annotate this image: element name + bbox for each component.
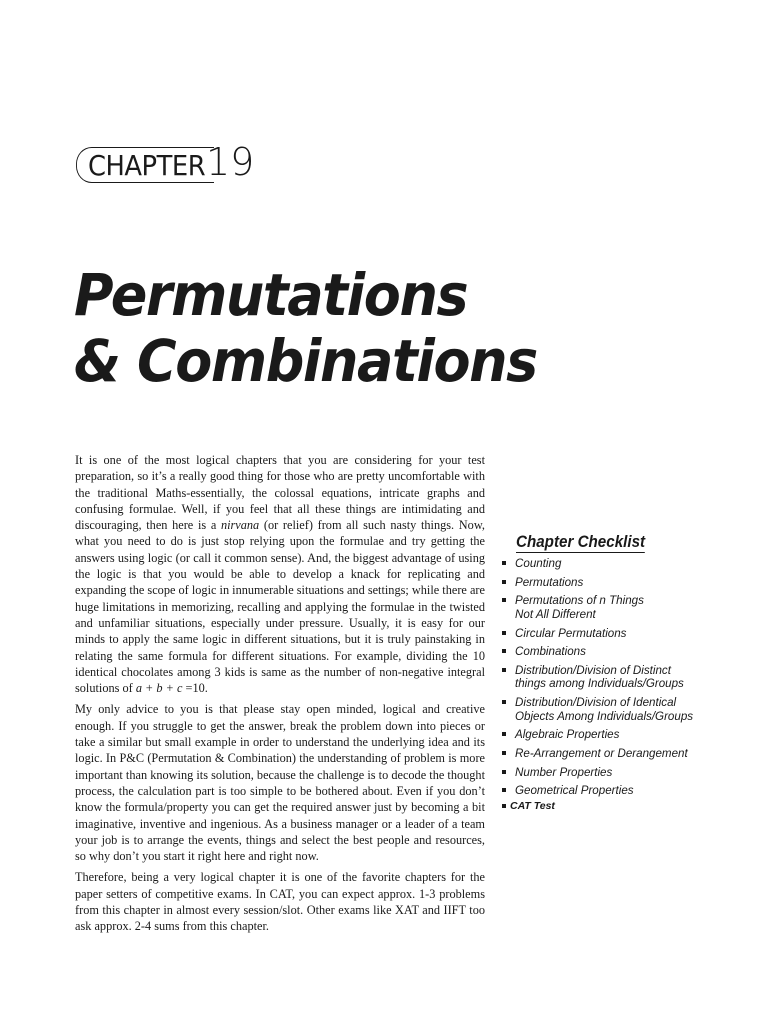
checklist-title: Chapter Checklist [516,533,646,551]
checklist-item-label-cont: Not All Different [515,607,596,621]
checklist-item-label-cont: Objects Among Individuals/Groups [515,709,694,723]
intro-body [75,452,485,940]
intro-paragraph-1-math: a + b + c [135,681,183,696]
checklist-item-label-cont: things among Individuals/Groups [515,677,684,691]
bullet-icon [502,561,506,565]
bullet-icon [502,788,506,792]
intro-paragraph-1 [75,452,485,696]
checklist-item-label: Distribution/Division of Identical [515,696,677,710]
chapter-checklist [500,533,740,819]
checklist-item [500,664,740,691]
checklist-item-label: Algebraic Properties [515,728,620,742]
chapter-label: CHAPTER [76,147,214,183]
checklist-item-label: CAT Test [510,800,555,813]
bullet-icon [502,770,506,774]
checklist-item [500,696,740,723]
checklist-item [500,594,740,621]
checklist-item [500,766,740,780]
checklist-item [500,627,740,641]
checklist-item [500,645,740,659]
bullet-icon [502,649,506,653]
chapter-heading [76,140,255,184]
checklist-list [500,557,740,814]
checklist-item [500,747,740,761]
bullet-icon [502,580,506,584]
bullet-icon [502,732,506,736]
bullet-icon [502,804,506,808]
checklist-item-label: Distribution/Division of Distinct [515,663,671,677]
bullet-icon [502,598,506,602]
chapter-title-line-1: Permutations [74,261,468,329]
checklist-item [500,784,740,798]
intro-paragraph-3: Therefore, being a very logical chapter it is one of the favorite chapters for the paper setters of competitive exams. In CAT, you can expect approx. 1-3 problems from this chapter in almost every session/slot. Other exams like XAT and IIFT too ask approx. 2-4 sums from this chapter. [75,870,485,934]
intro-paragraph-2: My only advice to you is that please stay open minded, logical and creative enough. If you struggle to get the answer, break the problem down into pieces or take a similar but small example in order to understand the underlying idea and its logic. In P&C (Permutation & Combination) the understanding of problem is more important than knowing its solution, because the challenge is to decode the thought process, the calculation part is too simple to be bothered about. Even if you don’t know the formula/property you can get the required answer just by becoming a bit imaginative, inventive and ingenious. As a business manager or a leader of a team your job is to arrange the events, things and select the best people and resources, so why don’t you start it right here and right now. [75,702,485,864]
checklist-item [500,728,740,742]
checklist-item [500,557,740,571]
checklist-item-label: Geometrical Properties [515,784,634,798]
checklist-item-label: Circular Permutations [515,626,627,640]
checklist-item-label: Re-Arrangement or Derangement [515,747,688,760]
checklist-item-label: Counting [515,557,562,570]
checklist-item-cat-test [500,800,740,814]
intro-paragraph-1-italic: nirvana [220,518,260,533]
chapter-title [74,262,537,394]
checklist-item [500,576,740,590]
intro-paragraph-1-text-c: =10. [182,681,208,696]
intro-paragraph-1-text-a: It is one of the most logical chapters that you are considering for your test preparation, so it’s a really good thing for those who are pretty uncomfortable with the traditional Maths-essentially, the colossal equations, intricate graphs and confusing formulae. Well, if you feel that all these things are intimidating and discouraging, then here is a [75,453,485,533]
bullet-icon [502,668,506,672]
checklist-item-label: Combinations [515,645,586,659]
intro-paragraph-1-text-b: (or relief) from all such nasty things. Now, what you need to do is just stop relying upon the formulae and try getting the answers using logic (or call it common sense). And, the biggest advantage of using the logic is that you would be able to develop a knack for replicating and expanding the scope of logic in innumerable situations and settings; while there are huge limitations in memorizing, recalling and applying the formulae in the twisted and unfamiliar situations, especially under pressure. Usually, it is easy for our minds to apply the same logic in different situations, but it is truly painstaking in relating the same formula for different situations. For example, dividing the 10 identical chocolates among 3 kids is same as the number of non-negative integral solutions of [75,518,485,696]
checklist-item-label: Number Properties [515,765,613,779]
chapter-title-line-2: & Combinations [74,327,537,395]
checklist-item-label: Permutations of n Things [515,594,644,608]
checklist-item-label: Permutations [515,575,584,589]
bullet-icon [502,631,506,635]
bullet-icon [502,751,506,755]
chapter-number: 19 [206,140,255,184]
bullet-icon [502,700,506,704]
